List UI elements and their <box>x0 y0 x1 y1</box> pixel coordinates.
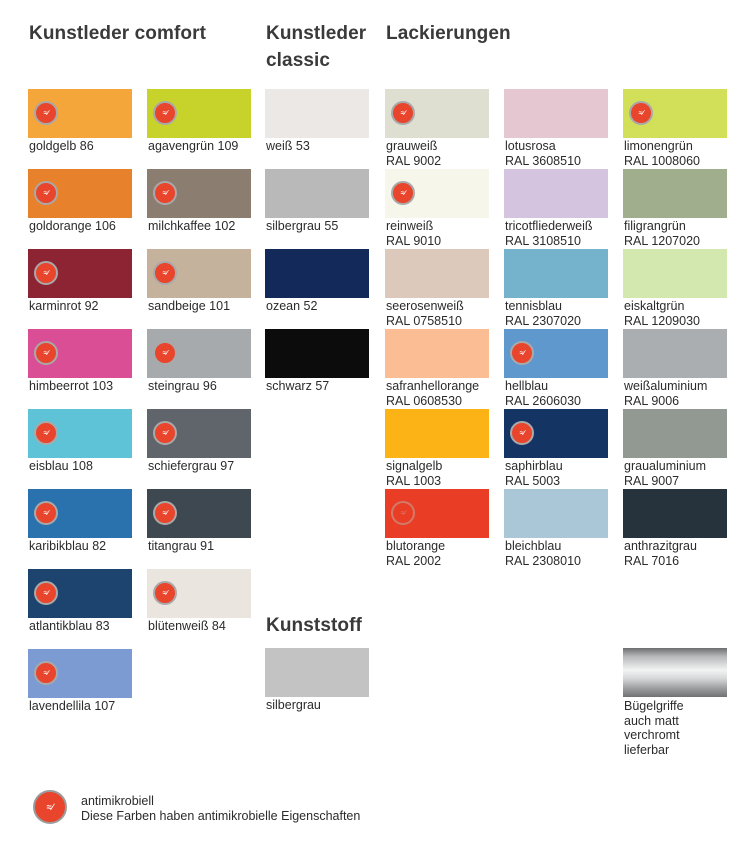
antimicrobial-badge-icon: ≈∕ <box>391 181 415 205</box>
label-lack-col3-3: weißaluminium RAL 9006 <box>624 379 708 408</box>
label-comfort-col2-2: sandbeige 101 <box>148 299 231 313</box>
antimicrobial-badge-icon: ≈∕ <box>34 581 58 605</box>
swatch-lack-col3-3 <box>623 329 727 378</box>
label-lack-col2-1: tricotfliederweiß RAL 3108510 <box>505 219 593 248</box>
label-lack-col3-5: anthrazitgrau RAL 7016 <box>624 539 697 568</box>
label-classic-2: ozean 52 <box>266 299 318 313</box>
label-lack-col3-1: filigrangrün RAL 1207020 <box>624 219 700 248</box>
swatch-comfort-col2-4 <box>147 409 251 458</box>
swatch-comfort-col2-2 <box>147 249 251 298</box>
swatch-lack-col1-2 <box>385 249 489 298</box>
antimicrobial-badge-icon: ≈∕ <box>34 261 58 285</box>
antimicrobial-badge-icon: ≈∕ <box>34 101 58 125</box>
antimicrobial-badge-icon: ≈∕ <box>391 501 415 525</box>
swatch-lack-col1-1 <box>385 169 489 218</box>
label-comfort-col1-6: atlantikblau 83 <box>29 619 110 633</box>
antimicrobial-badge-icon: ≈∕ <box>153 421 177 445</box>
antimicrobial-badge-icon: ≈∕ <box>629 101 653 125</box>
antimicrobial-badge-icon: ≈∕ <box>391 101 415 125</box>
antimicrobial-badge-icon: ≈∕ <box>34 421 58 445</box>
swatch-comfort-col2-3 <box>147 329 251 378</box>
label-lack-col2-0: lotusrosa RAL 3608510 <box>505 139 581 168</box>
label-lack-col2-3: hellblau RAL 2606030 <box>505 379 581 408</box>
antimicrobial-badge-icon: ≈∕ <box>34 661 58 685</box>
label-lack-col3-2: eiskaltgrün RAL 1209030 <box>624 299 700 328</box>
label-lack-col1-3: safranhellorange RAL 0608530 <box>386 379 480 408</box>
label-lack-col1-4: signalgelb RAL 1003 <box>386 459 443 488</box>
label-classic-0: weiß 53 <box>266 139 310 153</box>
swatch-kunststoff-0 <box>265 648 369 697</box>
swatch-comfort-col1-6 <box>28 569 132 618</box>
antimicrobial-badge-icon: ≈∕ <box>153 581 177 605</box>
antimicrobial-badge-icon: ≈∕ <box>34 341 58 365</box>
swatch-comfort-col2-0 <box>147 89 251 138</box>
swatch-lack-col3-0 <box>623 89 727 138</box>
swatch-lack-col3-5 <box>623 489 727 538</box>
swatch-lack-col3-4 <box>623 409 727 458</box>
swatch-comfort-col1-2 <box>28 249 132 298</box>
label-classic-3: schwarz 57 <box>266 379 330 393</box>
heading-kunstleder-classic <box>266 20 366 74</box>
label-comfort-col2-1: milchkaffee 102 <box>148 219 236 233</box>
label-comfort-col1-5: karibikblau 82 <box>29 539 107 553</box>
swatch-comfort-col1-3 <box>28 329 132 378</box>
heading-kunstleder-comfort: Kunstleder comfort <box>29 23 207 44</box>
label-comfort-col2-5: titangrau 91 <box>148 539 215 553</box>
label-lack-col2-5: bleichblau RAL 2308010 <box>505 539 581 568</box>
heading-classic-line2: classic <box>266 50 331 71</box>
label-comfort-col2-4: schiefergrau 97 <box>148 459 235 473</box>
label-lack-col1-5: blutorange RAL 2002 <box>386 539 446 568</box>
antimicrobial-badge-icon: ≈∕ <box>510 421 534 445</box>
heading-classic-line1: Kunstleder <box>266 23 367 44</box>
swatch-lack-col2-4 <box>504 409 608 458</box>
label-lack-col3-4: graualuminium RAL 9007 <box>624 459 706 488</box>
swatch-classic-0 <box>265 89 369 138</box>
legend-title: antimikrobiell <box>81 794 154 808</box>
label-comfort-col1-0: goldgelb 86 <box>29 139 94 153</box>
swatch-comfort-col2-1 <box>147 169 251 218</box>
swatch-lack-col2-3 <box>504 329 608 378</box>
swatch-comfort-col2-6 <box>147 569 251 618</box>
antimicrobial-badge-icon: ≈∕ <box>510 341 534 365</box>
label-comfort-col1-1: goldorange 106 <box>29 219 116 233</box>
label-classic-1: silbergrau 55 <box>266 219 339 233</box>
swatch-comfort-col1-4 <box>28 409 132 458</box>
swatch-lack-col2-2 <box>504 249 608 298</box>
label-comfort-col2-6: blütenweiß 84 <box>148 619 226 633</box>
label-comfort-col1-7: lavendellila 107 <box>29 699 116 713</box>
swatch-lack-col1-4 <box>385 409 489 458</box>
label-comfort-col2-0: agavengrün 109 <box>148 139 239 153</box>
swatch-classic-3 <box>265 329 369 378</box>
label-comfort-col1-4: eisblau 108 <box>29 459 93 473</box>
antimicrobial-badge-icon: ≈∕ <box>153 341 177 365</box>
antimicrobial-badge-icon: ≈∕ <box>153 261 177 285</box>
swatch-classic-1 <box>265 169 369 218</box>
label-lack-col3-0: limonengrün RAL 1008060 <box>624 139 700 168</box>
legend-description: Diese Farben haben antimikrobielle Eigenschaften <box>81 809 361 823</box>
label-lack-col2-2: tennisblau RAL 2307020 <box>505 299 581 328</box>
label-kunststoff-0: silbergrau <box>266 698 321 712</box>
label-chrome: Bügelgriffe auch matt verchromt lieferbar <box>624 699 684 757</box>
swatch-lack-col1-3 <box>385 329 489 378</box>
swatch-comfort-col1-5 <box>28 489 132 538</box>
label-lack-col1-0: grauweiß RAL 9002 <box>386 139 442 168</box>
label-lack-col1-1: reinweiß RAL 9010 <box>386 219 442 248</box>
label-lack-col2-4: saphirblau RAL 5003 <box>505 459 563 488</box>
antimicrobial-badge-icon: ≈∕ <box>153 181 177 205</box>
label-comfort-col2-3: steingrau 96 <box>148 379 217 393</box>
swatch-lack-col2-0 <box>504 89 608 138</box>
label-lack-col1-2: seerosenweiß RAL 0758510 <box>386 299 464 328</box>
label-comfort-col1-2: karminrot 92 <box>29 299 99 313</box>
swatch-lack-col3-1 <box>623 169 727 218</box>
swatch-lack-col3-2 <box>623 249 727 298</box>
swatch-lack-col1-0 <box>385 89 489 138</box>
label-comfort-col1-3: himbeerrot 103 <box>29 379 114 393</box>
swatch-chrome <box>623 648 727 697</box>
swatch-comfort-col1-7 <box>28 649 132 698</box>
heading-lackierungen: Lackierungen <box>386 23 511 44</box>
antimicrobial-badge-icon: ≈∕ <box>34 501 58 525</box>
swatch-comfort-col1-0 <box>28 89 132 138</box>
antimicrobial-legend-icon: ≈∕ <box>33 790 67 824</box>
swatch-classic-2 <box>265 249 369 298</box>
swatch-lack-col2-5 <box>504 489 608 538</box>
swatch-lack-col2-1 <box>504 169 608 218</box>
swatch-lack-col1-5 <box>385 489 489 538</box>
heading-kunststoff: Kunststoff <box>266 615 362 636</box>
antimicrobial-badge-icon: ≈∕ <box>153 101 177 125</box>
antimicrobial-badge-icon: ≈∕ <box>153 501 177 525</box>
swatch-comfort-col2-5 <box>147 489 251 538</box>
swatch-comfort-col1-1 <box>28 169 132 218</box>
antimicrobial-badge-icon: ≈∕ <box>34 181 58 205</box>
